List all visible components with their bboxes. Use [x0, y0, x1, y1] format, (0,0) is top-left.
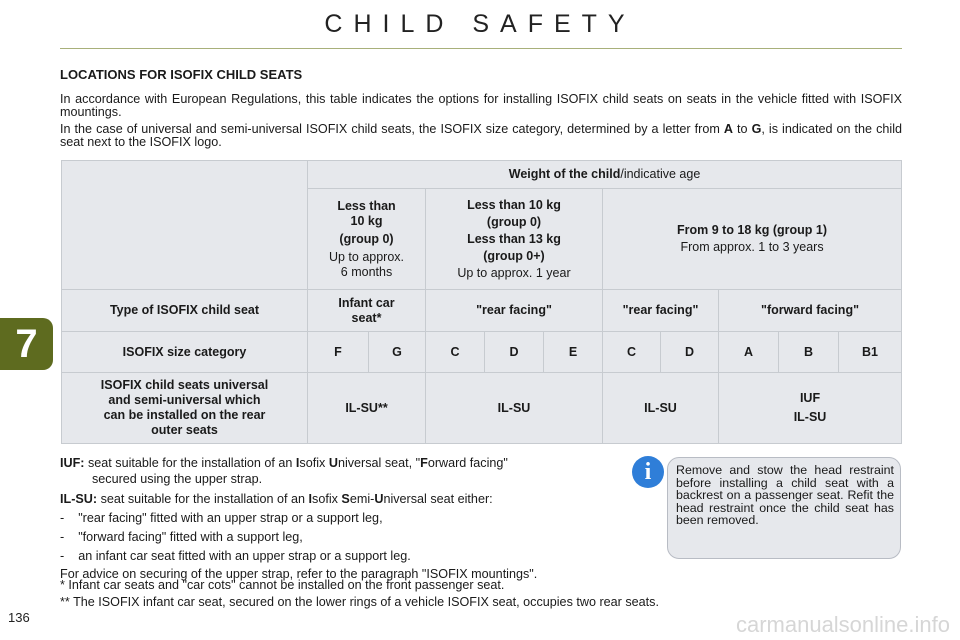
weight-header-rest: /indicative age: [620, 167, 701, 181]
size-cell-e: E: [544, 332, 603, 373]
universal-cell-infant: IL-SU**: [308, 373, 426, 444]
title-rule: [60, 48, 902, 49]
isofix-table: [61, 160, 902, 444]
group-0-line3: (group 0): [339, 231, 394, 246]
universal-cell-forward: [719, 373, 902, 444]
iuf-letter-f: F: [420, 456, 428, 470]
ilsu-letter-i: I: [308, 492, 313, 506]
footnote-1: * Infant car seats and "car cots" cannot be installed on the front passenger seat.: [60, 578, 505, 592]
ilsu-option-3-text: an infant car seat fitted with an upper strap or a support leg.: [78, 549, 411, 563]
size-cell-b1: B1: [839, 332, 902, 373]
group-0plus-line2: (group 0): [486, 214, 542, 229]
universal-label-line1: ISOFIX child seats universal: [100, 378, 269, 392]
type-value-rear-2: "rear facing": [603, 290, 719, 332]
letter-a: A: [723, 122, 733, 136]
page-title: CHILD SAFETY: [324, 10, 636, 38]
ilsu-letter-u: U: [374, 492, 384, 506]
universal-label-line3: can be installed on the rear: [103, 408, 266, 422]
footnote-2: ** The ISOFIX infant car seat, secured on the lower rings of a vehicle ISOFIX seat, occupies two rear seats.: [60, 595, 659, 609]
section-heading: LOCATIONS FOR ISOFIX CHILD SEATS: [60, 67, 303, 82]
group-0plus-cell: [426, 189, 603, 290]
group-0plus-age: Up to approx. 1 year: [457, 265, 571, 280]
group-1-cell: [603, 189, 902, 290]
ilsu-text-1: seat suitable for the installation of an: [97, 492, 309, 506]
intro2-text-b: , is indicated on the child seat next to the ISOFIX logo.: [60, 122, 902, 149]
type-infant-line1: Infant car: [338, 295, 395, 310]
size-cell-g: G: [369, 332, 426, 373]
glossary: [60, 455, 620, 582]
type-value-rear-1: "rear facing": [426, 290, 603, 332]
advice-text: For advice on securing of the upper strap, refer to the paragraph "ISOFIX mountings".: [60, 567, 538, 581]
page-number: 136: [8, 610, 30, 625]
ilsu-text-2: sofix: [312, 492, 342, 506]
universal-label-line4: outer seats: [151, 423, 218, 437]
chapter-tab: 7: [0, 318, 53, 370]
group-0-line1: Less than: [337, 198, 396, 213]
universal-label-line2: and semi-universal which: [108, 393, 261, 407]
group-0-age1: Up to approx.: [328, 249, 405, 264]
iuf-text-2: sofix: [299, 456, 329, 470]
size-cell-a: A: [719, 332, 779, 373]
group-0plus-line3: Less than 13 kg: [467, 231, 561, 246]
iuf-definition-line2: secured using the upper strap.: [92, 472, 263, 486]
iuf-letter-u: U: [328, 456, 338, 470]
size-cell-f: F: [308, 332, 369, 373]
watermark: carmanualsonline.info: [735, 612, 950, 637]
info-icon: i: [632, 456, 664, 488]
intro2-text-a: In the case of universal and semi-universal ISOFIX child seats, the ISOFIX size category, determined by a letter from: [60, 122, 724, 136]
ilsu-definition: [60, 491, 620, 507]
intro-paragraph-1: In accordance with European Regulations, this table indicates the options for installing ISOFIX child seats on seats in the vehicle fitted with ISOFIX mountings.: [60, 92, 902, 119]
size-cell-b: B: [779, 332, 839, 373]
size-cell-c2: C: [603, 332, 661, 373]
universal-forward-line2: IL-SU: [793, 410, 827, 424]
size-cell-d: D: [485, 332, 544, 373]
size-cell-d2: D: [661, 332, 719, 373]
group-0-line2: 10 kg: [350, 213, 383, 228]
type-infant-line2: seat*: [351, 310, 382, 325]
ilsu-option-3: - an infant car seat fitted with an upper strap or a support leg.: [60, 549, 411, 563]
ilsu-text-3: emi-: [349, 492, 375, 506]
universal-forward-line1: IUF: [799, 391, 821, 405]
group-0plus-line1: Less than 10 kg: [467, 197, 561, 212]
group-0plus-line4: (group 0+): [483, 248, 545, 263]
group-1-line1: From 9 to 18 kg (group 1): [677, 223, 828, 237]
weight-header: [308, 161, 902, 189]
group-0-age2: 6 months: [340, 264, 393, 279]
group-1-age: From approx. 1 to 3 years: [680, 240, 824, 254]
info-note: Remove and stow the head restraint before installing a child seat with a backrest on a passenger seat. Refit the head restraint once the child seat has been removed.: [667, 457, 901, 559]
ilsu-term: IL-SU:: [60, 492, 98, 506]
iuf-definition: [60, 455, 620, 471]
universal-cell-group0plus: IL-SU: [426, 373, 603, 444]
ilsu-option-1-text: "rear facing" fitted with an upper strap or a support leg,: [78, 511, 383, 525]
iuf-letter-i: I: [295, 456, 300, 470]
size-cell-c: C: [426, 332, 485, 373]
intro-paragraph-2: [60, 123, 902, 149]
size-row-label: ISOFIX size category: [62, 332, 308, 373]
table-corner-cell: [62, 161, 308, 290]
iuf-text-4: orward facing": [427, 456, 508, 470]
type-infant-cell: [308, 290, 426, 332]
iuf-text-1: seat suitable for the installation of an: [84, 456, 296, 470]
intro2-text-to: to: [732, 122, 752, 136]
universal-row-label: [62, 373, 308, 444]
ilsu-option-2: - "forward facing" fitted with a support leg,: [60, 530, 303, 544]
ilsu-option-1: - "rear facing" fitted with an upper strap or a support leg,: [60, 511, 383, 525]
letter-g: G: [751, 122, 762, 136]
group-0-cell: [308, 189, 426, 290]
ilsu-letter-s: S: [341, 492, 350, 506]
weight-header-bold: Weight of the child: [508, 167, 621, 181]
type-value-forward: "forward facing": [719, 290, 902, 332]
type-row-label: Type of ISOFIX child seat: [62, 290, 308, 332]
iuf-term: IUF:: [60, 456, 85, 470]
ilsu-text-4: niversal seat either:: [383, 492, 493, 506]
ilsu-option-2-text: "forward facing" fitted with a support leg,: [78, 530, 303, 544]
universal-cell-rear: IL-SU: [603, 373, 719, 444]
iuf-text-3: niversal seat, ": [337, 456, 421, 470]
